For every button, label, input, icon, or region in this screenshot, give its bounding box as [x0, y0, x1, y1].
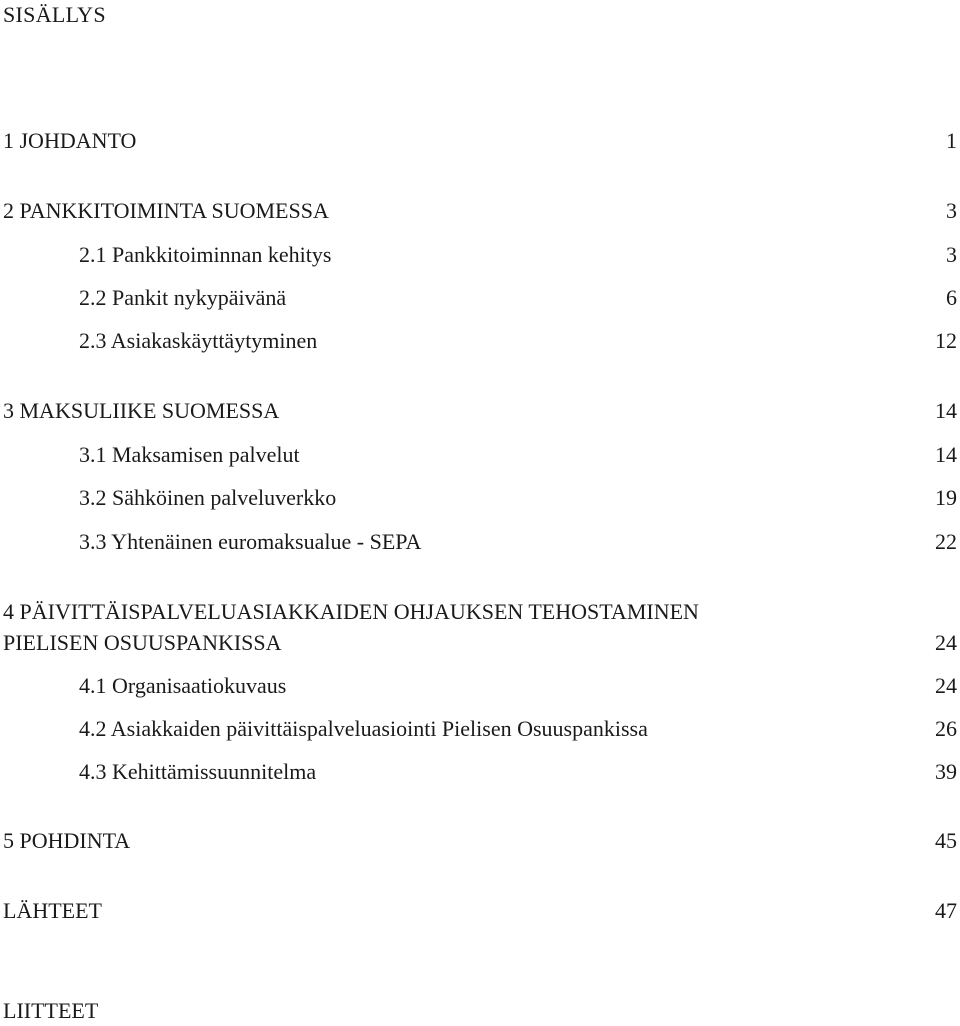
toc-entry-label: LIITTEET [3, 998, 99, 1023]
toc-entry-label: 5 POHDINTA [3, 828, 131, 853]
toc-entry-page: 3 [946, 242, 957, 267]
toc-entry-3-2[interactable] [0, 483, 960, 513]
toc-entry-label: 4.2 Asiakkaiden päivittäispalveluasiointi Pielisen Osuuspankissa [79, 716, 648, 741]
toc-entry-label: 2.2 Pankit nykypäivänä [79, 285, 287, 310]
toc-entry-label: 2.3 Asiakaskäyttäytyminen [79, 328, 318, 353]
toc-entry-label: 4.1 Organisaatiokuvaus [79, 673, 287, 698]
toc-entry-maksuliike[interactable] [0, 396, 960, 426]
toc-entry-label: 1 JOHDANTO [3, 128, 137, 153]
toc-entry-page: 6 [946, 285, 957, 310]
toc-entry-label: 3.2 Sähköinen palveluverkko [79, 485, 337, 510]
toc-entry-page: 26 [935, 716, 957, 741]
toc-entry-label: 3.3 Yhtenäinen euromaksualue - SEPA [79, 529, 422, 554]
toc-entry-label: 3.1 Maksamisen palvelut [79, 442, 300, 467]
toc-entry-label: 2 PANKKITOIMINTA SUOMESSA [3, 198, 329, 223]
toc-entry-2-1[interactable] [0, 240, 960, 270]
toc-entry-pankkitoiminta[interactable] [0, 196, 960, 226]
toc-entry-page: 24 [935, 673, 957, 698]
toc-entry-tehostaminen[interactable] [0, 628, 960, 658]
toc-entry-page: 1 [946, 128, 957, 153]
toc-entry-4-1[interactable] [0, 671, 960, 701]
toc-entry-page: 3 [946, 198, 957, 223]
toc-entry-label: 4.3 Kehittämissuunnitelma [79, 759, 317, 784]
toc-entry-2-2[interactable] [0, 283, 960, 313]
toc-entry-page: 14 [935, 442, 957, 467]
toc-entry-page: 45 [935, 828, 957, 853]
toc-entry-lahteet[interactable] [0, 896, 960, 926]
toc-entry-label: LÄHTEET [3, 898, 102, 923]
toc-entry-liitteet[interactable] [0, 996, 960, 1026]
toc-entry-label-line2: PIELISEN OSUUSPANKISSA [3, 630, 282, 655]
toc-entry-page: 12 [935, 328, 957, 353]
toc-entry-label-line1[interactable]: 4 PÄIVITTÄISPALVELUASIAKKAIDEN OHJAUKSEN TEHOSTAMINEN [3, 599, 699, 624]
toc-entry-page: 39 [935, 759, 957, 784]
toc-entry-page: 19 [935, 485, 957, 510]
toc-entry-4-3[interactable] [0, 757, 960, 787]
toc-entry-2-3[interactable] [0, 326, 960, 356]
toc-entry-3-1[interactable] [0, 440, 960, 470]
toc-entry-page: 24 [935, 630, 957, 655]
toc-entry-page: 14 [935, 398, 957, 423]
toc-entry-johdanto[interactable] [0, 126, 960, 156]
toc-entry-page: 47 [935, 898, 957, 923]
toc-entry-label: 3 MAKSULIIKE SUOMESSA [3, 398, 280, 423]
toc-title: SISÄLLYS [3, 2, 106, 27]
toc-entry-label: 2.1 Pankkitoiminnan kehitys [79, 242, 332, 267]
toc-entry-page: 22 [935, 529, 957, 554]
toc-entry-4-2[interactable] [0, 714, 960, 744]
toc-entry-3-3[interactable] [0, 527, 960, 557]
toc-entry-pohdinta[interactable] [0, 826, 960, 856]
